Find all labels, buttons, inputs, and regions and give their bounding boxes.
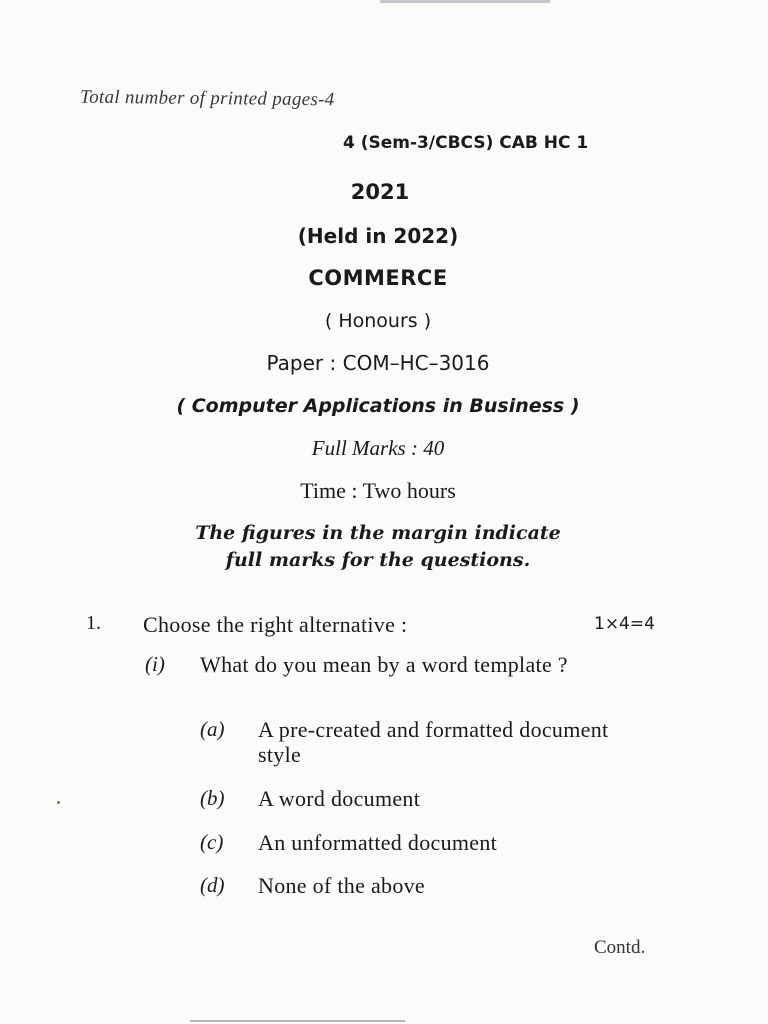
exam-year: 2021 — [350, 180, 410, 204]
margin-note — [0, 520, 756, 574]
sub-question-text: What do you mean by a word template ? — [200, 652, 568, 677]
full-marks: Full Marks : 40 — [311, 436, 445, 460]
sub-question-label: (i) — [145, 652, 165, 676]
option-b-label: (b) — [200, 786, 225, 810]
continued-note: Contd. — [594, 937, 646, 958]
option-c-text: An unformatted document — [258, 830, 498, 855]
page-bottom-edge — [190, 1020, 405, 1022]
question-number: 1. — [86, 612, 101, 634]
paper-code: 4 (Sem-3/CBCS) CAB HC 1 — [343, 133, 589, 153]
option-b-text: A word document — [258, 786, 421, 811]
question-marks: 1×4=4 — [594, 614, 655, 634]
held-year: (Held in 2022) — [297, 224, 459, 248]
time-allowed: Time : Two hours — [300, 478, 456, 503]
option-d-text: None of the above — [258, 873, 425, 898]
paper-number: Paper : COM–HC–3016 — [266, 351, 490, 375]
honours-label: ( Honours ) — [324, 310, 432, 332]
paper-speck — [57, 801, 60, 804]
page-top-edge — [380, 0, 550, 3]
subject-title: COMMERCE — [308, 266, 448, 290]
option-c-label: (c) — [200, 830, 224, 854]
printed-pages-note: Total number of printed pages-4 — [79, 86, 335, 111]
option-a-label: (a) — [200, 717, 225, 741]
margin-note-line-1: The figures in the margin indicate — [195, 522, 561, 544]
option-d-label: (d) — [200, 873, 225, 897]
question-text: Choose the right alternative : — [143, 612, 408, 637]
paper-title: ( Computer Applications in Business ) — [176, 395, 580, 417]
margin-note-line-2: full marks for the questions. — [225, 549, 531, 571]
option-a-text: A pre-created and formatted document style — [258, 717, 609, 767]
